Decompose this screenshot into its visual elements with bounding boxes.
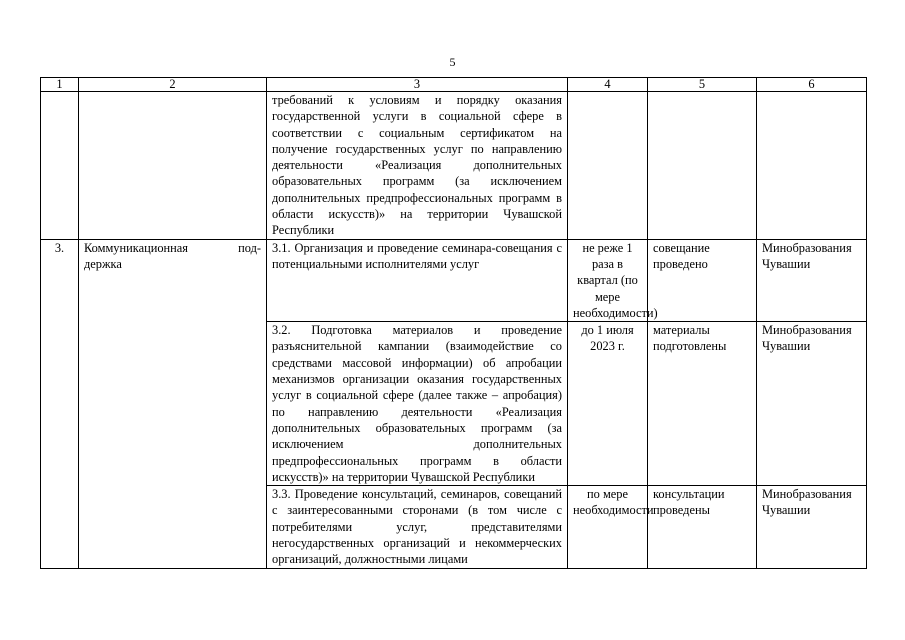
action-cell: 3.3. Проведение консультаций, семинаров, совещаний с заинтересованными сторонами (в том числе с потребителями услуг, представителями негосударственных организаций и некоммерческих организаций, должностными лицами [267,486,568,568]
section-name-part: Коммуникационная [84,240,188,255]
table-row [41,92,867,240]
section-name-part: держка [84,256,122,271]
table-header-row [41,78,867,92]
column-header: 3 [267,78,568,92]
section-name-cell [79,239,267,568]
term-cell [568,92,648,240]
section-name-line [84,240,261,256]
responsible-cell: Минобразования Чувашии [757,322,867,486]
responsible-cell [757,92,867,240]
responsible-cell: Минобразования Чувашии [757,239,867,321]
term-cell: не реже 1 раза в квартал (по мере необходимости) [568,239,648,321]
column-header: 5 [648,78,757,92]
row-number-cell: 3. [41,239,79,568]
column-header: 2 [79,78,267,92]
column-header: 4 [568,78,648,92]
row-number-cell [41,92,79,240]
column-header: 6 [757,78,867,92]
section-name-part: под- [238,240,261,255]
result-cell: материалы подготовлены [648,322,757,486]
section-name-cell [79,92,267,240]
term-cell: по мере необходимости [568,486,648,568]
action-cell: требований к условиям и порядку оказания государственной услуги в социальной сфере в соответствии с социальным сертификатом на получение государственных услуг по направлению деятельности «Реализация дополнительных образовательных программ (за исключением дополнительных предпрофессиональных программ в области искусств)» на территории Чувашской Республики [267,92,568,240]
table-row [41,239,867,321]
result-cell: совещание проведено [648,239,757,321]
column-header: 1 [41,78,79,92]
action-cell: 3.2. Подготовка материалов и проведение разъяснительной кампании (взаимодействие со средствами массовой информации) об апробации механизмов организации оказания государственных услуг в социальной сфере (далее также – апробация) по направлению деятельности «Реализация дополнительных образовательных программ (за исключением дополнительных предпрофессиональных программ в области искусств)» на территории Чувашской Республики [267,322,568,486]
result-cell: консультации проведены [648,486,757,568]
plan-table [40,77,867,569]
page-number: 5 [449,55,456,69]
result-cell [648,92,757,240]
responsible-cell: Минобразования Чувашии [757,486,867,568]
action-cell: 3.1. Организация и проведение семинара-совещания с потенциальными исполнителями услуг [267,239,568,321]
term-cell: до 1 июля 2023 г. [568,322,648,486]
